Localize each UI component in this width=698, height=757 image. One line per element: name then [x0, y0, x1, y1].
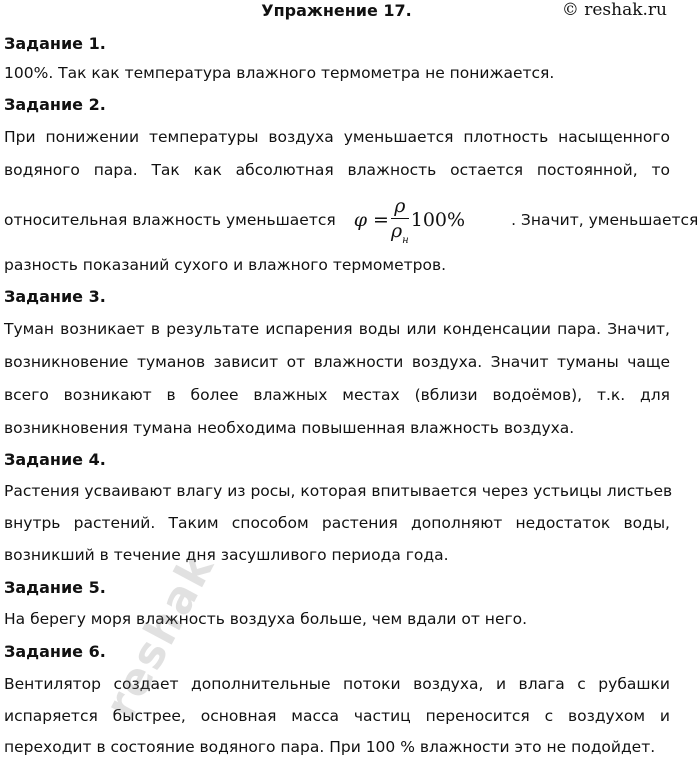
task-4-line-3: возникший в течение дня засушливого периода года. [4, 546, 449, 564]
task-2-formula-line [4, 194, 698, 246]
humidity-formula [354, 194, 465, 247]
task-4-heading: Задание 4. [4, 450, 106, 469]
task-2-heading: Задание 2. [4, 95, 106, 114]
task-4-line-1: Растения усваивают влагу из росы, которая впитывается через устьицы листьев [4, 482, 673, 500]
page-header [0, 0, 673, 24]
task-2-line-1: При понижении температуры воздуха уменьшается плотность насыщенного [4, 128, 670, 146]
task-6-line-2: испаряется быстрее, основная масса частиц переносится с воздухом и [4, 707, 670, 725]
formula-denominator [391, 219, 409, 247]
task-6-line-1: Вентилятор создает дополнительные потоки воздуха, и влага с рубашки [4, 675, 670, 693]
task-2-line-2: водяного пара. Так как абсолютная влажность остается постоянной, то [4, 161, 670, 179]
task-3-line-3: всего возникают в более влажных местах (вблизи водоёмов), т.к. для [4, 386, 670, 404]
task-2-line-4: разность показаний сухого и влажного термометров. [4, 256, 447, 274]
formula-denominator-symbol: ρ [390, 220, 403, 242]
formula-lhs: φ = [353, 209, 389, 231]
formula-factor: 100% [410, 209, 466, 231]
task-5-heading: Задание 5. [4, 578, 106, 597]
exercise-title: Упражнение 17. [261, 1, 412, 20]
formula-numerator: ρ [391, 195, 409, 219]
formula-tail: . Значит, уменьшается [511, 211, 698, 229]
task-6-line-3: переходит в состояние водяного пара. При 100 % влажности это не подойдет. [4, 738, 656, 756]
watermark: reshak [95, 544, 225, 727]
task-5-line-1: На берегу моря влажность воздуха больше, чем вдали от него. [4, 610, 528, 628]
task-3-line-1: Туман возникает в результате испарения воды или конденсации пара. Значит, [4, 320, 670, 338]
site-credit: © reshak.ru [561, 0, 667, 20]
task-2-line-3: относительная влажность уменьшается [4, 211, 336, 229]
task-3-heading: Задание 3. [4, 287, 106, 306]
task-1-line-1: 100%. Так как температура влажного термометра не понижается. [4, 64, 555, 82]
task-1-heading: Задание 1. [4, 34, 106, 53]
task-3-line-4: возникновения тумана необходима повышенная влажность воздуха. [4, 419, 575, 437]
task-6-heading: Задание 6. [4, 642, 106, 661]
formula-denominator-sub: н [402, 235, 409, 246]
formula-fraction [391, 195, 409, 247]
task-4-line-2: внутрь растений. Таким способом растения дополняют недостаток воды, [4, 514, 670, 532]
task-3-line-2: возникновение туманов зависит от влажности воздуха. Значит туманы чаще [4, 353, 670, 371]
